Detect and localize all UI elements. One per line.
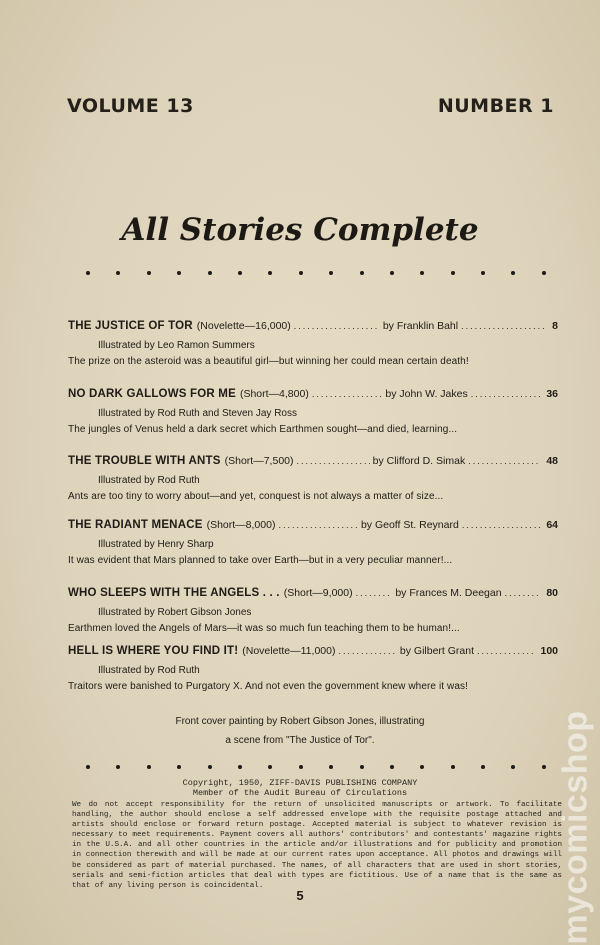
story-illustrator: Illustrated by Rod Ruth xyxy=(98,475,200,486)
story-illustrator: Illustrated by Leo Ramon Summers xyxy=(98,340,255,351)
story-author: by Geoff St. Reynard xyxy=(360,519,459,531)
watermark xyxy=(556,710,596,945)
story-illustrator: Illustrated by Robert Gibson Jones xyxy=(98,607,252,618)
copyright-line1: Copyright, 1950, ZIFF-DAVIS PUBLISHING COMPANY xyxy=(182,778,418,788)
story-blurb: Ants are too tiny to worry about—and yet, conquest is not always a matter of size... xyxy=(68,491,444,502)
story-illustrator: Illustrated by Henry Sharp xyxy=(98,539,214,550)
story-author: by Clifford D. Simak xyxy=(372,455,466,467)
dot-leader xyxy=(356,588,393,598)
story-illustrator: Illustrated by Rod Ruth and Steven Jay Ross xyxy=(98,408,297,419)
story-entry xyxy=(68,388,558,435)
story-blurb: The prize on the asteroid was a beautiful girl—but winning her could mean certain death! xyxy=(68,356,469,367)
story-title: WHO SLEEPS WITH THE ANGELS . . . xyxy=(68,587,280,599)
story-length: (Novelette—16,000) xyxy=(196,320,291,332)
issue-number-label: NUMBER 1 xyxy=(437,95,554,117)
story-entry xyxy=(68,320,558,367)
story-author: by Gilbert Grant xyxy=(399,645,475,657)
story-page: 64 xyxy=(546,519,558,531)
story-page: 48 xyxy=(546,455,558,467)
legal-notice: We do not accept responsibility for the return of unsolicited manuscripts or artwork. To facilitate handling, the author should enclose a self addressed envelope with the requisite postage attached and artists should enclose or forward return postage. Accepted material is subject to whatever revision is necessary to meet requirements. Payment covers all authors' contributors' and contestants' magazine rights in the U.S.A. and all other countries in the article and/or illustrations and for publicity and promotion in connection therewith and will be made at our current rates upon acceptance. All photos and drawings will be considered as part of material purchased. The names, of all characters that are used in short stories, serials and semi-fiction articles that deal with types are fictitious. Use of a name that is the same as that of any living person is coincidental. xyxy=(72,801,562,890)
story-blurb: The jungles of Venus held a dark secret which Earthmen sought—and died, learning... xyxy=(68,424,458,435)
dot-divider-bottom xyxy=(86,765,546,769)
story-illustrator: Illustrated by Rod Ruth xyxy=(98,665,200,676)
story-blurb: Earthmen loved the Angels of Mars—it was so much fun teaching them to be human!... xyxy=(68,623,460,634)
story-entry xyxy=(68,645,558,692)
watermark-text: mycomicshop xyxy=(556,710,595,945)
dot-leader xyxy=(471,389,542,399)
dot-leader xyxy=(505,588,542,598)
story-author: by Frances M. Deegan xyxy=(395,587,502,599)
dot-leader xyxy=(338,646,396,656)
dot-leader xyxy=(468,456,541,466)
story-page: 36 xyxy=(546,388,558,400)
story-title: THE TROUBLE WITH ANTS xyxy=(68,455,221,467)
story-length: (Short—8,000) xyxy=(206,519,276,531)
story-entry xyxy=(68,519,558,566)
story-page: 8 xyxy=(552,320,558,332)
volume-label: VOLUME 13 xyxy=(67,95,194,117)
dot-leader xyxy=(312,389,383,399)
copyright-heading xyxy=(0,778,600,798)
page-number: 5 xyxy=(296,888,304,903)
copyright-line2: Member of the Audit Bureau of Circulations xyxy=(192,788,408,798)
story-blurb: Traitors were banished to Purgatory X. And not even the government knew where it was! xyxy=(68,681,469,692)
headline: All Stories Complete xyxy=(121,212,479,248)
story-entry xyxy=(68,455,558,502)
dot-divider-top xyxy=(86,271,546,275)
dot-leader xyxy=(462,520,542,530)
dot-leader xyxy=(278,520,358,530)
story-entry xyxy=(68,587,558,634)
story-title: THE RADIANT MENACE xyxy=(68,519,203,531)
story-author: by John W. Jakes xyxy=(385,388,468,400)
dot-leader xyxy=(297,456,370,466)
story-length: (Novelette—11,000) xyxy=(242,645,336,657)
story-blurb: It was evident that Mars planned to take over Earth—but in a very peculiar manner!... xyxy=(68,555,453,566)
story-title: HELL IS WHERE YOU FIND IT! xyxy=(68,645,239,657)
dot-leader xyxy=(477,646,535,656)
dot-leader xyxy=(461,321,547,331)
cover-credit-line2: a scene from "The Justice of Tor". xyxy=(225,735,375,746)
dot-leader xyxy=(294,321,380,331)
story-author: by Franklin Bahl xyxy=(382,320,459,332)
cover-credit xyxy=(0,712,600,750)
cover-credit-line1: Front cover painting by Robert Gibson Jones, illustrating xyxy=(175,716,425,727)
story-length: (Short—9,000) xyxy=(283,587,353,599)
story-length: (Short—4,800) xyxy=(239,388,309,400)
story-length: (Short—7,500) xyxy=(224,455,294,467)
story-title: NO DARK GALLOWS FOR ME xyxy=(68,388,236,400)
story-page: 100 xyxy=(540,645,559,657)
story-page: 80 xyxy=(546,587,558,599)
story-title: THE JUSTICE OF TOR xyxy=(68,320,193,332)
